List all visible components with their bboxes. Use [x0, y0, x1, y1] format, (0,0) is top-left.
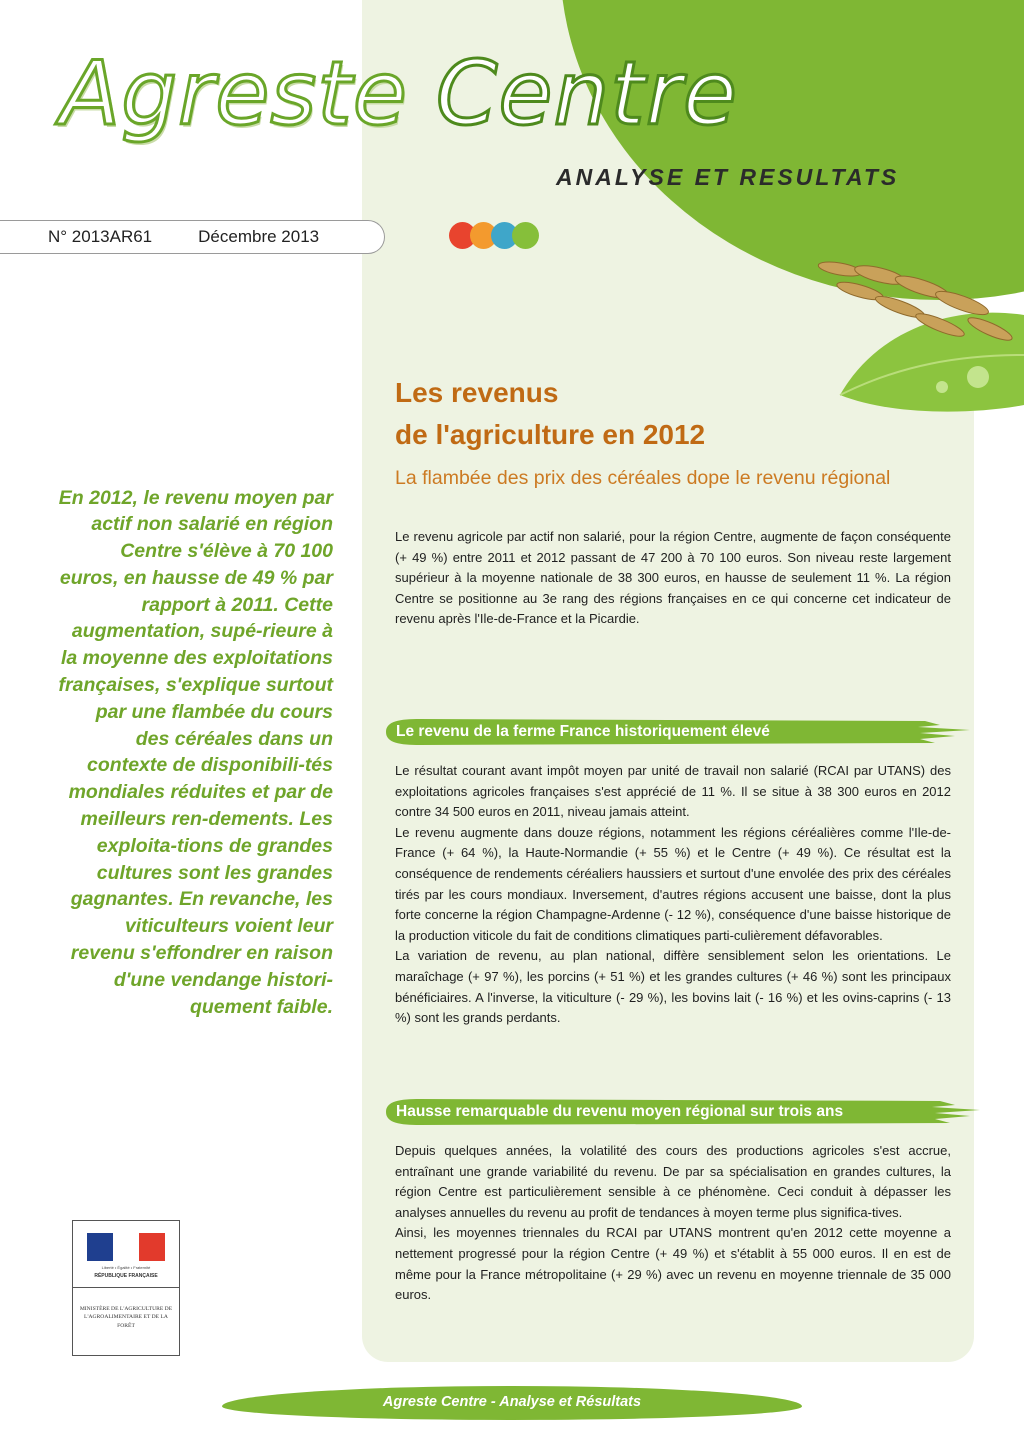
section-heading-2 — [380, 1097, 980, 1127]
section-heading-1 — [380, 717, 980, 747]
section-1-paragraph: Le revenu augmente dans douze régions, notamment les régions céréalières comme l'Ile-de-France (+ 64 %), la Haute-Normandie (+ 55 %) et le Centre (+ 49 %). Ce résultat est la conséquence de rendements céréaliers haussiers et surtout d'une envolée des prix des céréales tirés par les cours mondiaux. Inversement, d'autres régions accusent une baisse, dont la plus forte concerne la région Champagne-Ardenne (- 12 %), conséquence d'une baisse historique de la production viticole du fait de conditions climatiques parti-culièrement défavorables. — [395, 824, 951, 943]
french-flag-icon — [87, 1233, 165, 1261]
section-1-paragraph: La variation de revenu, au plan national, diffère sensiblement selon les orientations. Le maraîchage (+ 97 %), les porcins (+ 51 %) et les grandes cultures (+ 46 %) sont les principaux bénéficiaires. A l'inverse, la viticulture (- 29 %), les bovins lait (- 16 %) et les ovins-caprins (- 13 %) sont les grands perdants. — [395, 948, 951, 1026]
logo-divider — [73, 1287, 179, 1288]
article-lead: La flambée des prix des céréales dope le revenu régional — [395, 467, 891, 489]
title-line-1: Les revenus — [395, 377, 559, 408]
wheat-leaf-illustration — [800, 245, 1024, 415]
color-dots — [449, 222, 533, 249]
summary-text: En 2012, le revenu moyen par actif non salarié en région Centre s'élève à 70 100 euros, en hausse de 49 % par rapport à 2011. Cette augmentation, supé-rieure à la moyenne des exploitations françaises, s'explique surtout par une flambée du cours des céréales dans un contexte de disponibili-tés mondiales réduites et par de meilleurs ren-dements. Les exploita-tions de grandes cultures sont les grandes gagnantes. En revanche, les viticulteurs voient leur revenu s'effondrer en raison d'une vendange histori-quement faible. — [58, 486, 333, 1018]
issue-bar — [0, 220, 385, 254]
intro-paragraph: Le revenu agricole par actif non salarié, pour la région Centre, augmente de façon conséquente (+ 49 %) entre 2011 et 2012 passant de 47 200 à 70 100 euros. Son niveau reste largement supérieur à la moyenne nationale de 38 300 euros, en hausse de seulement 11 %. La région Centre se positionne au 3e rang des régions françaises en ce qui concerne cet indicateur de revenu après l'Ile-de-France et la Picardie. — [395, 529, 951, 627]
section-2-paragraph: Depuis quelques années, la volatilité des cours des productions agricoles s'est accrue, entraînant une grande variabilité du revenu. De par sa spécialisation en grandes cultures, la région Centre est particulièrement sensible à ce phénomène. Ceci conduit à dépasser les analyses annuelles du revenu au profit de tendances à moyen terme plus significa-tives. — [395, 1143, 951, 1220]
section-heading-2-text: Hausse remarquable du revenu moyen régional sur trois ans — [396, 1103, 844, 1120]
publication-subtitle: ANALYSE ET RESULTATS — [556, 164, 900, 190]
issue-number: N° 2013AR61 — [48, 227, 153, 246]
republic-label: RÉPUBLIQUE FRANÇAISE — [94, 1273, 158, 1279]
ministry-name: MINISTÈRE DE L'AGRICULTURE DE L'AGROALIMENTAIRE ET DE LA FORÊT — [79, 1306, 173, 1329]
issue-date: Décembre 2013 — [198, 227, 320, 246]
article-title — [395, 372, 705, 456]
green-dot — [512, 222, 539, 249]
section-2-paragraph: Ainsi, les moyennes triennales du RCAI par UTANS montrent qu'en 2012 cette moyenne a nettement progressé pour la région Centre (+ 49 %) et s'établit à 55 000 euros. Il en est de même pour la France métropolitaine (+ 29 %) avec un revenu en moyenne triennale de 35 000 euros. — [395, 1225, 951, 1303]
footer-banner — [222, 1386, 802, 1420]
section-1-paragraph: Le résultat courant avant impôt moyen par unité de travail non salarié (RCAI par UTANS) des exploitations agricoles françaises s'est apprécié de 11 %. Il se situe à 38 300 euros en 2012 contre 34 500 euros en 2011, niveau jamais atteint. — [395, 763, 951, 820]
section-heading-1-text: Le revenu de la ferme France historiquement élevé — [396, 723, 770, 740]
section-2-body — [395, 1141, 951, 1306]
footer-text: Agreste Centre - Analyse et Résultats — [382, 1394, 642, 1410]
agreste-centre-logo: Agreste Centre — [60, 42, 739, 145]
title-line-2: de l'agriculture en 2012 — [395, 419, 706, 450]
section-1-body — [395, 761, 951, 1029]
ministry-logo — [72, 1220, 180, 1356]
republic-motto: Liberté • Égalité • Fraternité — [101, 1265, 151, 1270]
